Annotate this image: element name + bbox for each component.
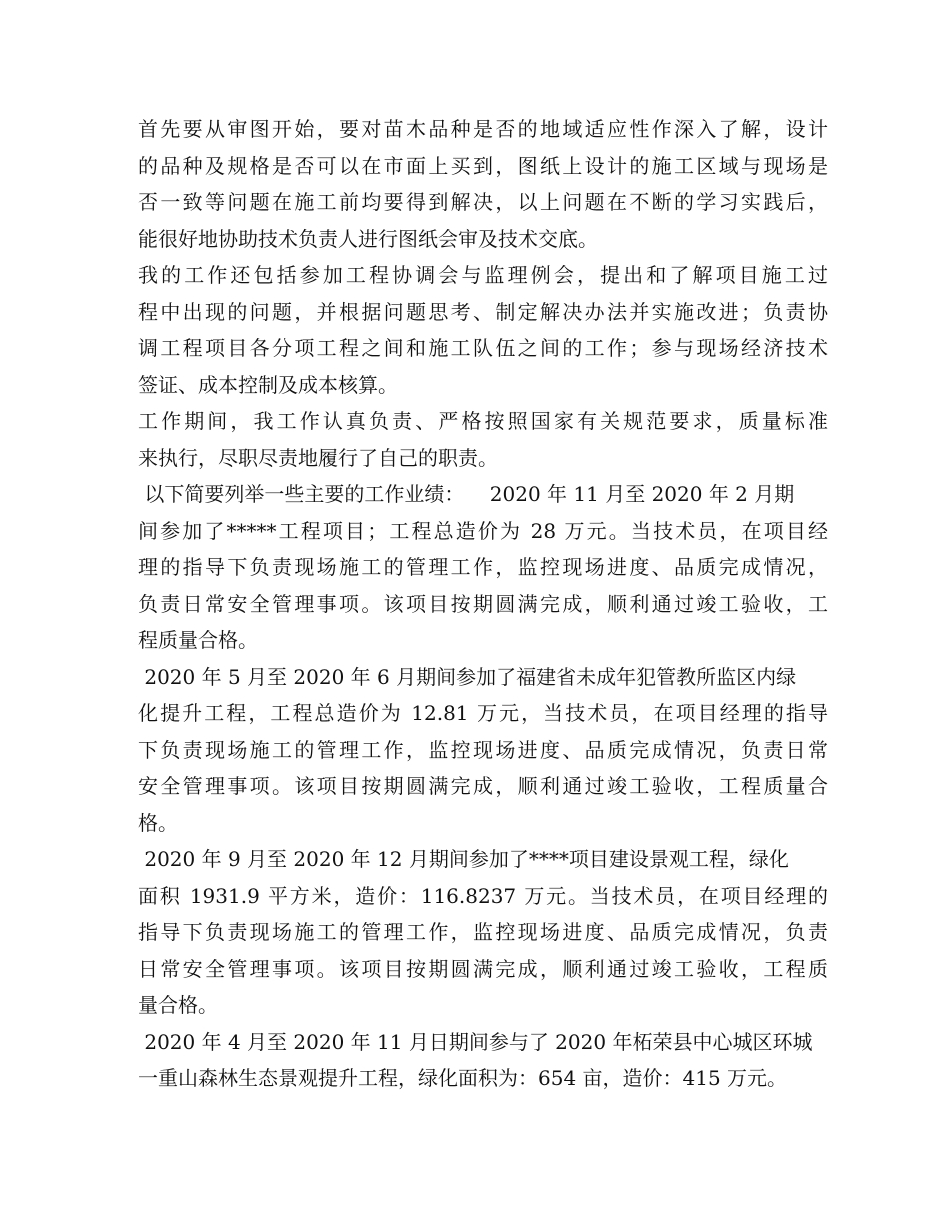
text-line: 下负责现场施工的管理工作，监控现场进度、品质完成情况，负责日常	[138, 737, 828, 762]
text-line: 我的工作还包括参加工程协调会与监理例会，提出和了解项目施工过	[138, 263, 828, 287]
text-line: 签证、成本控制及成本核算。	[138, 372, 398, 397]
text-line: 能很好地协助技术负责人进行图纸会审及技术交底。	[138, 226, 598, 251]
text-line: 负责日常安全管理事项。该项目按期圆满完成，顺利通过竣工验收，工	[138, 591, 828, 616]
document-body	[138, 111, 828, 1097]
text-line: 安全管理事项。该项目按期圆满完成，顺利通过竣工验收，工程质量合	[138, 774, 828, 798]
text-line: 2020 年 4 月至 2020 年 11 月日期间参与了 2020 年柘荣县中心城区环城	[138, 1029, 813, 1054]
text-line: 2020 年 5 月至 2020 年 6 月期间参加了福建省未成年犯管教所监区内绿	[138, 664, 797, 689]
text-line: 化提升工程，工程总造价为 12.81 万元，当技术员，在项目经理的指导	[138, 701, 828, 725]
text-line: 间参加了*****工程项目；工程总造价为 28 万元。当技术员，在项目经	[138, 518, 828, 543]
text-line: 以下简要列举一些主要的工作业绩： 2020 年 11 月至 2020 年 2 月期	[138, 482, 795, 506]
text-line: 2020 年 9 月至 2020 年 12 月期间参加了****项目建设景观工程，绿化	[138, 847, 789, 871]
text-line: 的品种及规格是否可以在市面上买到，图纸上设计的施工区域与现场是	[138, 153, 828, 178]
text-line: 面积 1931.9 平方米，造价：116.8237 万元。当技术员，在项目经理的	[138, 883, 828, 908]
text-line: 量合格。	[138, 993, 218, 1017]
text-line: 理的指导下负责现场施工的管理工作，监控现场进度、品质完成情况，	[138, 555, 828, 579]
text-line: 首先要从审图开始，要对苗木品种是否的地域适应性作深入了解，设计	[138, 117, 828, 141]
text-line: 一重山森林生态景观提升工程，绿化面积为：654 亩，造价：415 万元。	[138, 1066, 788, 1090]
text-line: 日常安全管理事项。该项目按期圆满完成，顺利通过竣工验收，工程质	[138, 956, 828, 981]
text-line: 来执行，尽职尽责地履行了自己的职责。	[138, 445, 498, 470]
text-line: 程质量合格。	[138, 628, 258, 652]
text-line: 调工程项目各分项工程之间和施工队伍之间的工作；参与现场经济技术	[138, 336, 828, 360]
text-line: 程中出现的问题，并根据问题思考、制定解决办法并实施改进；负责协	[138, 299, 828, 324]
text-line: 格。	[138, 810, 178, 835]
text-line: 否一致等问题在施工前均要得到解决，以上问题在不断的学习实践后，	[138, 190, 828, 214]
text-line: 工作期间，我工作认真负责、严格按照国家有关规范要求，质量标准	[138, 409, 828, 433]
text-line: 指导下负责现场施工的管理工作，监控现场进度、品质完成情况，负责	[138, 920, 828, 944]
